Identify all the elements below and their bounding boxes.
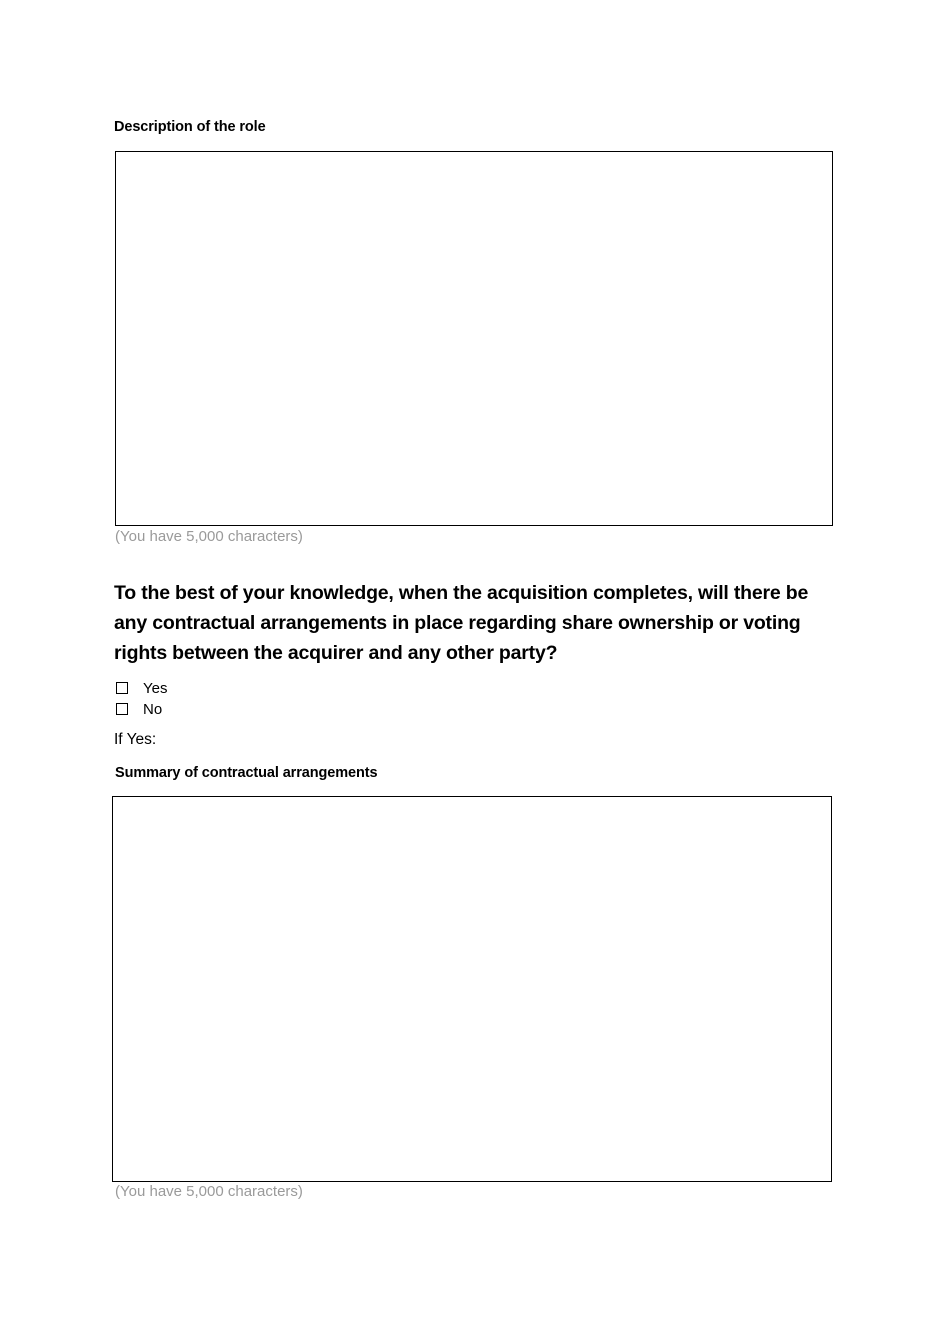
no-checkbox[interactable] <box>116 703 128 715</box>
option-no-label: No <box>143 700 163 718</box>
summary-arrangements-char-count: (You have 5,000 characters) <box>115 1183 303 1200</box>
summary-arrangements-label: Summary of contractual arrangements <box>115 765 378 781</box>
option-no[interactable] <box>116 699 167 719</box>
option-yes[interactable] <box>116 678 167 698</box>
contractual-arrangements-question: To the best of your knowledge, when the acquisition completes, will there be any contractual arrangements in place regarding share ownership or voting rights between the acquirer and any other party? <box>114 582 809 664</box>
role-description-char-count: (You have 5,000 characters) <box>115 528 303 545</box>
role-description-label: Description of the role <box>114 119 266 135</box>
yes-checkbox[interactable] <box>116 682 128 694</box>
role-description-textarea[interactable] <box>115 151 833 526</box>
option-yes-label: Yes <box>143 679 168 697</box>
if-yes-label: If Yes: <box>114 731 157 748</box>
yes-no-options <box>116 678 167 719</box>
summary-arrangements-textarea[interactable] <box>112 796 832 1182</box>
